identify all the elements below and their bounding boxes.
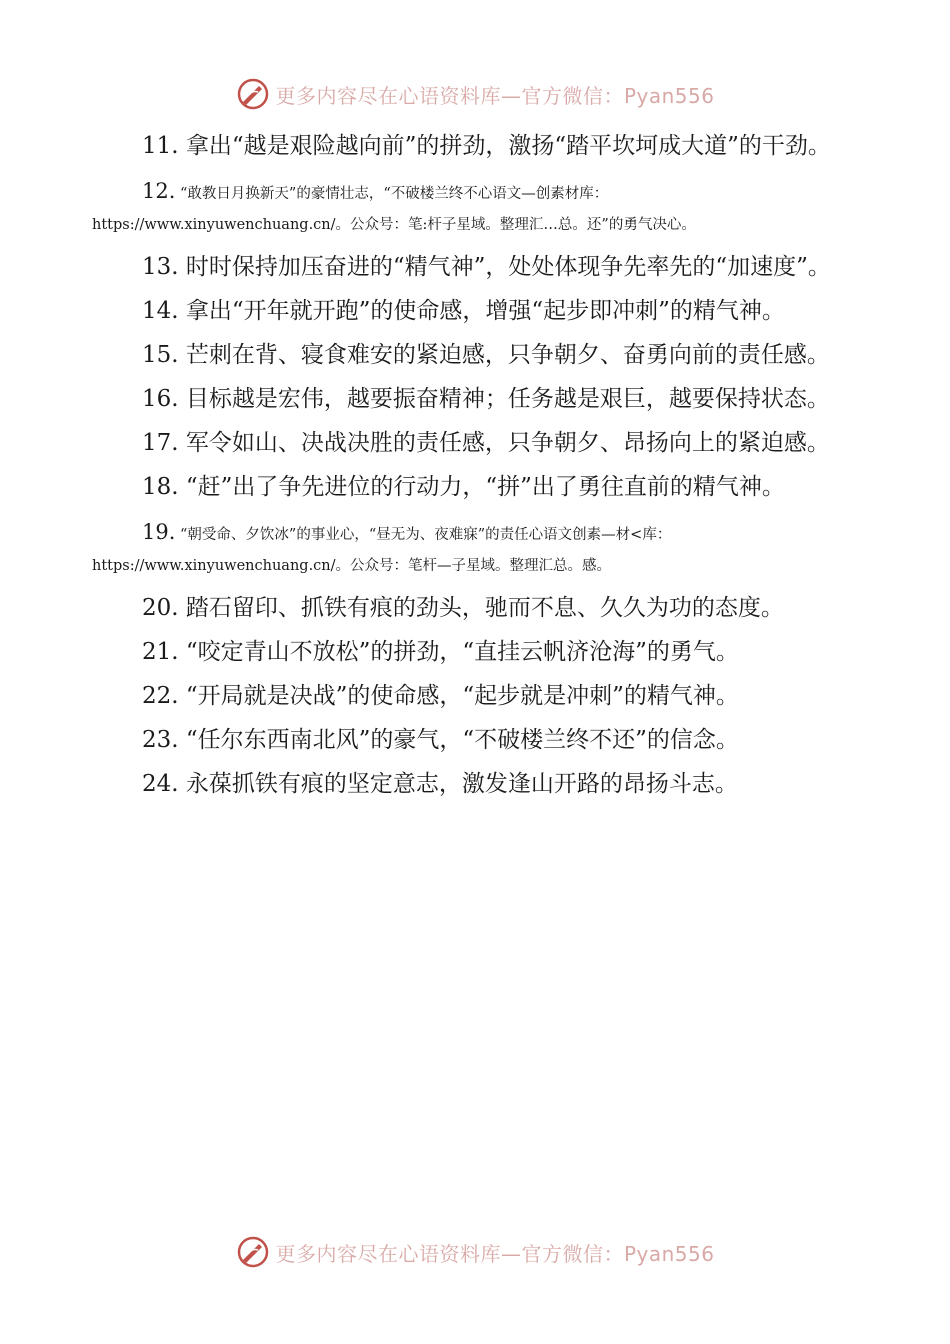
- list-item: [92, 377, 842, 421]
- hand-pen-logo-icon: [235, 1234, 271, 1270]
- item-number: 20.: [142, 595, 179, 621]
- list-item: [92, 762, 842, 806]
- item-number: 22.: [142, 683, 179, 709]
- header-banner: [0, 72, 950, 116]
- item-text: 踏石留印、抓铁有痕的劲头，驰而不息、久久为功的态度。: [185, 595, 784, 621]
- item-number: 17.: [142, 430, 179, 456]
- item-number: 11.: [142, 133, 179, 159]
- item-number: 16.: [142, 386, 179, 412]
- list-item: [92, 176, 842, 241]
- item-text: 永葆抓铁有痕的坚定意志，激发逢山开路的昂扬斗志。: [185, 771, 738, 797]
- item-text: “任尔东西南北风”的豪气，“不破楼兰终不还”的信念。: [185, 727, 739, 753]
- banner-text: 更多内容尽在心语资料库—官方微信：Pyan556: [275, 1241, 715, 1266]
- item-number: 18.: [142, 474, 179, 500]
- item-text: 军令如山、决战决胜的责任感，只争朝夕、昂扬向上的紧迫感。: [185, 430, 830, 456]
- item-number: 13.: [142, 254, 179, 280]
- list-item: [92, 421, 842, 465]
- footer-banner: [0, 1230, 950, 1274]
- item-text: “赶”出了争先进位的行动力，“拼”出了勇往直前的精气神。: [185, 474, 785, 500]
- banner-text: 更多内容尽在心语资料库—官方微信：Pyan556: [275, 83, 715, 108]
- hand-pen-logo-icon: [235, 76, 271, 112]
- list-item: [92, 333, 842, 377]
- list-item: [92, 718, 842, 762]
- list-item: [92, 465, 842, 509]
- item-text: 时时保持加压奋进的“精气神”，处处体现争先率先的“加速度”。: [185, 254, 831, 280]
- list-item: [92, 630, 842, 674]
- item-text: “敢教日月换新天”的豪情壮志，“不破楼兰终不心语文—创素材库：https://www.xinyuwenchuang.cn/。公众号：笔:杆子星域。整理汇…总。还”的勇气决心。: [92, 186, 696, 233]
- item-number: 15.: [142, 342, 179, 368]
- item-number: 14.: [142, 298, 179, 324]
- item-text: 拿出“开年就开跑”的使命感，增强“起步即冲刺”的精气神。: [185, 298, 785, 324]
- list-item: [92, 289, 842, 333]
- item-number: 24.: [142, 771, 179, 797]
- list-item: [92, 517, 842, 582]
- item-text: “开局就是决战”的使命感，“起步就是冲刺”的精气神。: [185, 683, 739, 709]
- item-number: 19.: [142, 520, 176, 544]
- item-number: 12.: [142, 179, 176, 203]
- list-item: [92, 674, 842, 718]
- item-number: 23.: [142, 727, 179, 753]
- item-text: 拿出“越是艰险越向前”的拼劲，激扬“踏平坎坷成大道”的干劲。: [185, 133, 831, 159]
- list-item: [92, 586, 842, 630]
- document-body: [92, 124, 842, 806]
- item-text: 目标越是宏伟，越要振奋精神；任务越是艰巨，越要保持状态。: [185, 386, 830, 412]
- list-item: [92, 124, 842, 168]
- item-number: 21.: [142, 639, 179, 665]
- item-text: “朝受命、夕饮冰”的事业心，“昼无为、夜难寐”的责任心语文创素—材<库：https://www.xinyuwenchuang.cn/。公众号：笔杆—子星域。整理汇总。感。: [92, 527, 672, 574]
- item-text: “咬定青山不放松”的拼劲，“直挂云帆济沧海”的勇气。: [185, 639, 739, 665]
- list-item: [92, 245, 842, 289]
- item-text: 芒刺在背、寝食难安的紧迫感，只争朝夕、奋勇向前的责任感。: [185, 342, 830, 368]
